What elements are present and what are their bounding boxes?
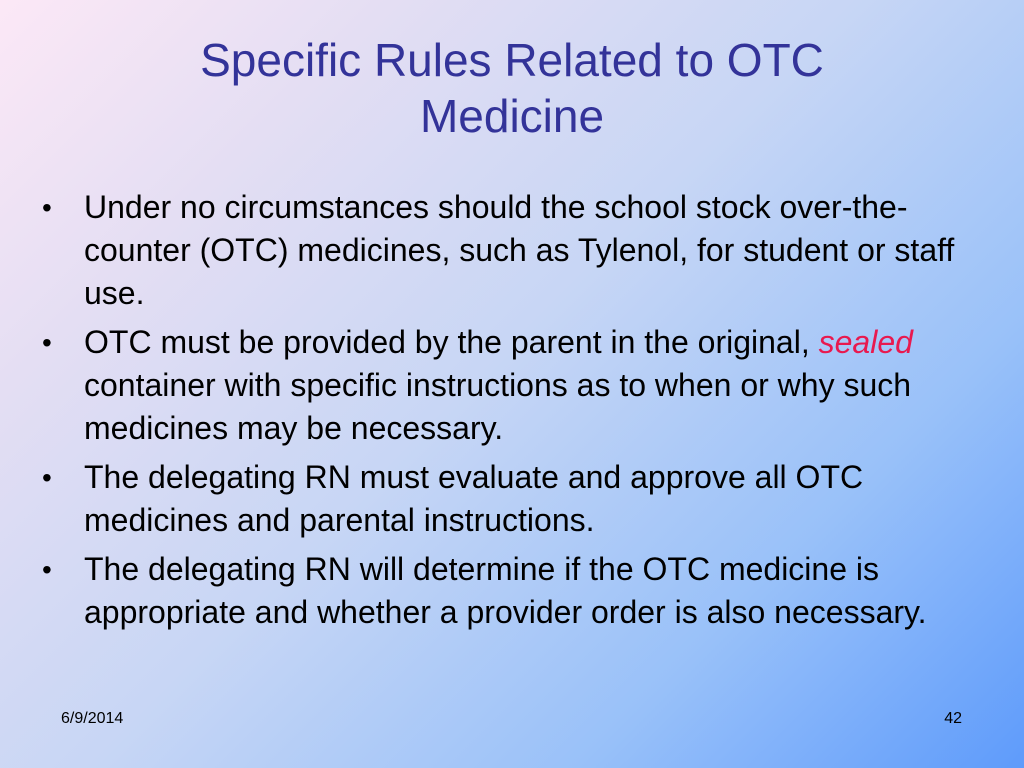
bullet-dot-icon: • <box>42 327 52 358</box>
slide-title-line-2: Medicine <box>419 90 605 142</box>
slide-title-line-1: Specific Rules Related to OTC <box>200 34 824 86</box>
bullet-text-3: The delegating RN must evaluate and approve all OTC medicines and parental instructions. <box>84 459 864 538</box>
bullet-text-4: The delegating RN will determine if the OTC medicine is appropriate and whether a provider order is also necessary. <box>84 551 927 630</box>
footer-date: 6/9/2014 <box>61 710 124 727</box>
bullet-text-2-end: container with specific instructions as to when or why such medicines may be necessary. <box>84 367 912 446</box>
bullet-item-3 <box>42 456 1002 542</box>
bullet-item-2 <box>42 321 1002 450</box>
footer-page-number: 42 <box>944 710 962 727</box>
bullet-dot-icon: • <box>42 192 52 223</box>
bullet-text-2-start: OTC must be provided by the parent in the original, <box>84 324 819 360</box>
bullet-list <box>42 186 1002 640</box>
bullet-text-1: Under no circumstances should the school stock over-the-counter (OTC) medicines, such as Tylenol, for student or staff use. <box>84 189 955 311</box>
bullet-item-4 <box>42 548 1002 634</box>
bullet-item-1 <box>42 186 1002 315</box>
bullet-dot-icon: • <box>42 554 52 585</box>
bullet-dot-icon: • <box>42 462 52 493</box>
bullet-text-2-emphasis: sealed <box>818 324 913 360</box>
slide-title <box>60 32 964 144</box>
